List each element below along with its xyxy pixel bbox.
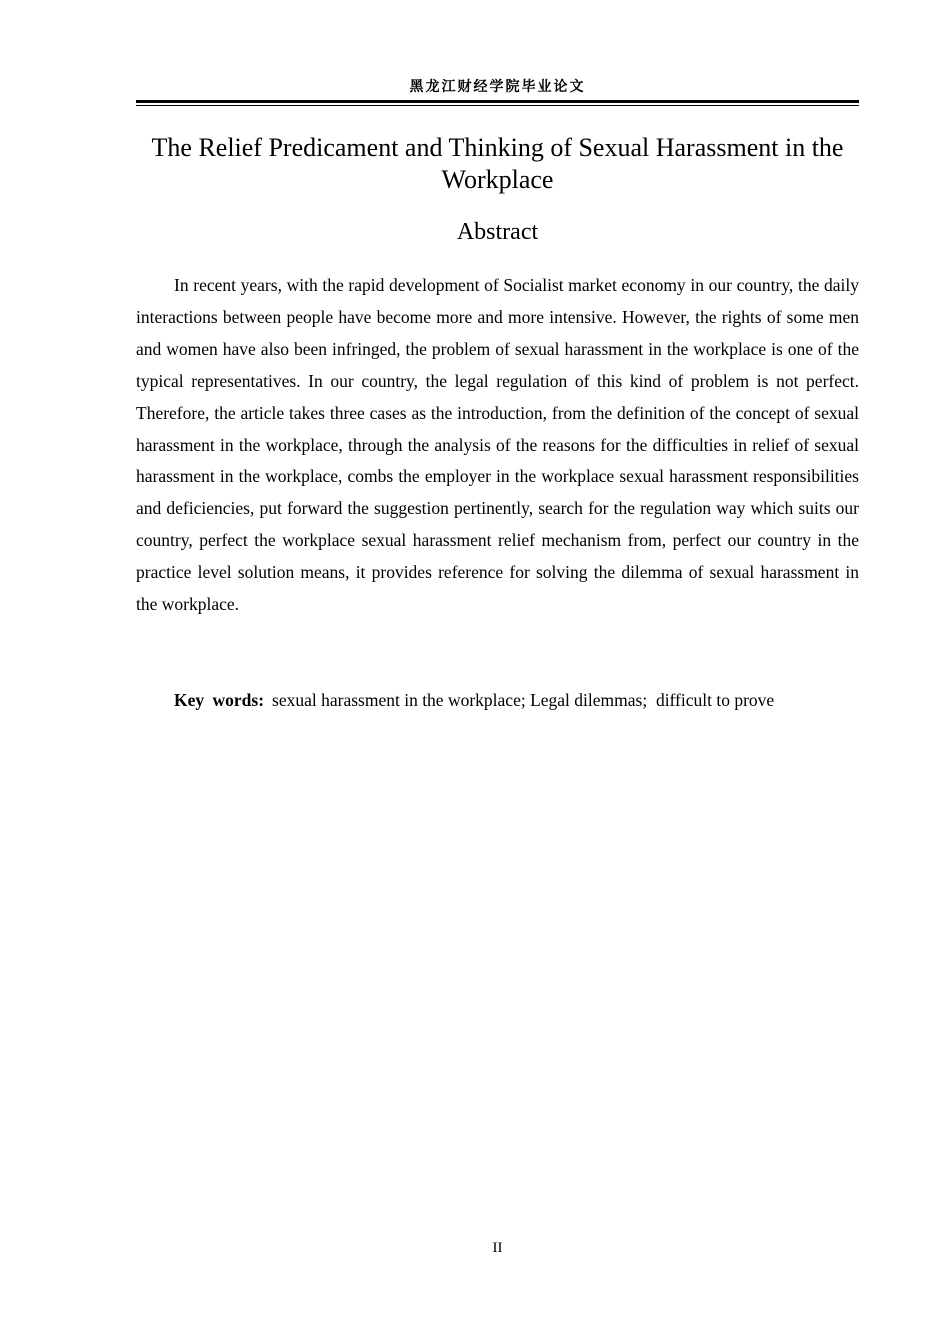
keywords-text: sexual harassment in the workplace; Legal dilemmas; difficult to prove xyxy=(272,690,775,710)
abstract-heading: Abstract xyxy=(456,219,539,245)
page-number: II xyxy=(492,1240,503,1256)
paper-title: The Relief Predicament and Thinking of Sexual Harassment in the Workplace xyxy=(151,133,844,194)
keywords-label: Key words: xyxy=(174,690,265,710)
header-rule-thin xyxy=(136,105,859,106)
header-rule-thick xyxy=(136,100,859,103)
running-header: 黑龙江财经学院毕业论文 xyxy=(409,80,586,95)
abstract-body: In recent years, with the rapid development of Socialist market economy in our country, the daily interactions between people have become more and more intensive. However, the rights of some men and women have also been infringed, the problem of sexual harassment in the workplace is one of the typical representatives. In our country, the legal regulation of this kind of problem is not perfect. Therefore, the article takes three cases as the introduction, from the definition of the concept of sexual harassment in the workplace, through the analysis of the reasons for the difficulties in relief of sexual harassment in the workplace, combs the employer in the workplace sexual harassment responsibilities and deficiencies, put forward the suggestion pertinently, search for the regulation way which suits our country, perfect the workplace sexual harassment relief mechanism from, perfect our country in the practice level solution means, it provides reference for solving the dilemma of sexual harassment in the workplace. xyxy=(136,275,859,615)
keywords-line xyxy=(174,686,864,714)
